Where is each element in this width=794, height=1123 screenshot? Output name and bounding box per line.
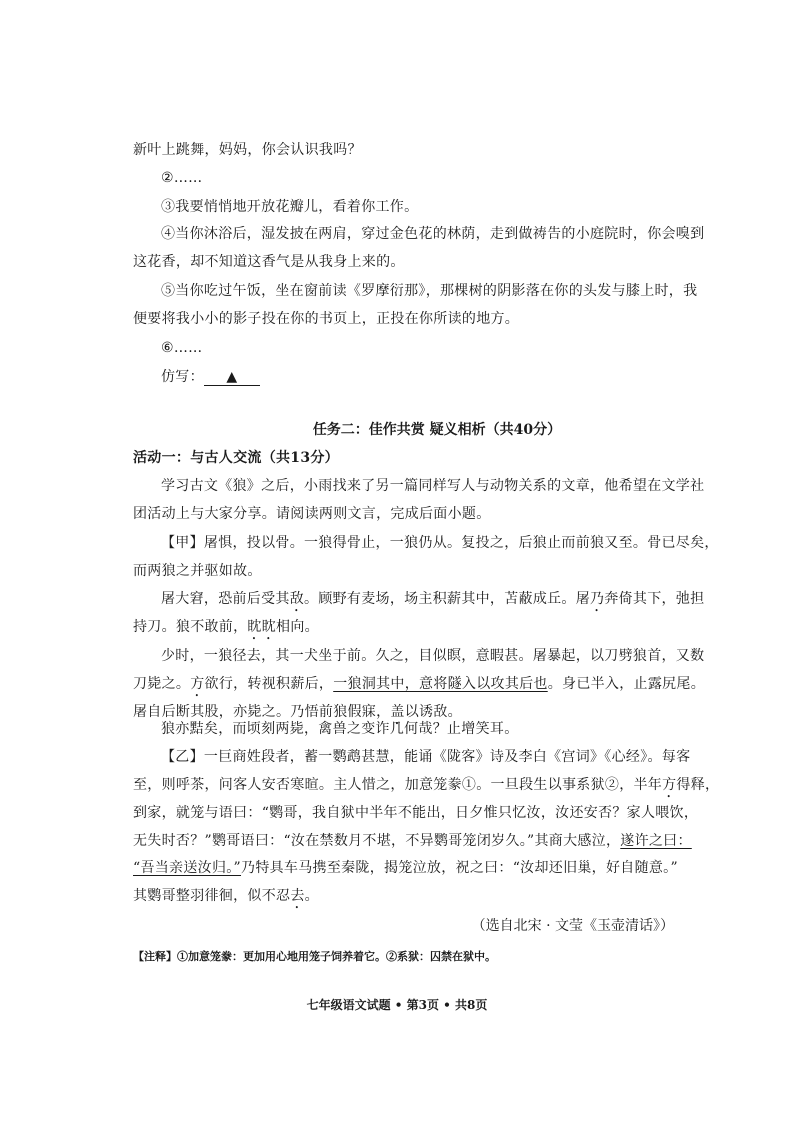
- poem-line-4: ④当你沐浴后，湿发披在两肩，穿过金色花的林荫，走到做祷告的小庭院时，你会嗅到: [161, 226, 705, 242]
- jia-line-4: [133, 617, 319, 643]
- jia-text: 以诱敌。: [404, 704, 462, 720]
- yi-line-5: [133, 858, 678, 878]
- yi-dotted-word: 方: [662, 777, 677, 793]
- jia-text: 相向。: [276, 619, 319, 635]
- poem-line-3: ③我要悄悄地开放花瓣儿，看着你工作。: [161, 199, 419, 215]
- yi-dotted-word: 去: [290, 888, 305, 904]
- imitate-row: [161, 367, 260, 387]
- yi-text: 无失时否？”鹦哥语曰：“汝在禁数月不堪，不异鹦哥笼闭岁久。”其商大感泣，: [133, 833, 621, 849]
- jia-line-5: 少时，一狼径去，其一犬坐于前。久之，目似瞑，意暇甚。屠暴起，以刀劈狼首，又数: [161, 648, 705, 664]
- jia-text: 持刀。狼不敢前，: [133, 619, 248, 635]
- poem-line-7: 便要将我小小的影子投在你的书页上，正投在你所读的地方。: [133, 311, 520, 327]
- intro-line-1: 学习古文《狼》之后，小雨找来了另一篇同样写人与动物关系的文章，他希望在文学社: [161, 478, 705, 494]
- jia-line-3: [161, 589, 704, 615]
- intro-line-2: 团活动上与大家分享。请阅读两则文言，完成后面小题。: [133, 506, 491, 522]
- yi-line-1: 【乙】一巨商姓段者，蓄一鹦鹉甚慧，能诵《陇客》诗及李白《宫词》《心经》。每客: [161, 749, 691, 765]
- yi-line-4: [133, 831, 692, 851]
- yi-underlined-sentence: “吾当亲送汝归。”: [133, 860, 242, 876]
- jia-text: 。顾野有麦场，场主积薪其中，苫蔽成丘。屠: [304, 591, 591, 607]
- poem-line-2: ②……: [161, 170, 203, 186]
- poem-line-6: ⑤当你吃过午饭，坐在窗前读《罗摩衍那》，那棵树的阴影落在你的头发与膝上时，我: [161, 283, 698, 299]
- yi-line-2: [133, 775, 719, 801]
- jia-text: 屠大窘，恐前后受其: [161, 591, 290, 607]
- source-citation: （选自北宋 · 文莹《玉壶清话》）: [471, 918, 674, 934]
- poem-line-5: 这花香，却不知道这香气是从我身上来的。: [133, 254, 405, 270]
- jia-dotted-word: 敌: [289, 591, 305, 607]
- yi-underlined-sentence: 遂许之曰：: [620, 833, 692, 849]
- jia-text: 刀毙之。: [133, 676, 191, 692]
- yi-text: 。: [304, 888, 319, 904]
- activity-one-heading: 活动一：与古人交流（共13分）: [133, 450, 339, 466]
- jia-line-8: 狼亦黠矣，而顷刻两毙，禽兽之变诈几何哉？止增笑耳。: [161, 721, 519, 737]
- imitate-answer-blank[interactable]: ▲: [204, 369, 260, 386]
- poem-line-1: 新叶上跳舞，妈妈，你会认识我吗？: [133, 142, 362, 158]
- yi-line-6: [133, 886, 319, 912]
- jia-text: 屠自后断其股，亦毙之。乃悟前狼假寐，: [133, 704, 391, 720]
- jia-line-1: 【甲】屠惧，投以骨。一狼得骨止，一狼仍从。复投之，后狼止而前狼又至。骨已尽矣，: [161, 535, 719, 551]
- jia-dotted-word: 眈眈: [247, 619, 277, 635]
- imitate-label: 仿写：: [161, 369, 204, 385]
- yi-text: 乃特具车马携至秦陇，揭笼泣放，祝之曰：“汝却还旧巢，好自随意。”: [241, 860, 678, 876]
- jia-text: 欲行，转视积薪后，: [204, 676, 334, 692]
- page-footer: 七年级语文试题 • 第3页 • 共8页: [306, 998, 488, 1012]
- yi-text: 至，则呼茶，问客人安否寒暄。主人惜之，加意笼豢①。一旦段生以事系狱②，半年: [133, 777, 663, 793]
- jia-text: 奔倚其下，弛担: [604, 591, 705, 607]
- jia-dotted-word: 盖: [390, 704, 405, 720]
- yi-text: 其鹦哥整羽徘徊，似不忍: [133, 888, 291, 904]
- poem-line-8: ⑥……: [161, 340, 203, 356]
- yi-text: 得释，: [676, 777, 720, 793]
- yi-line-3: 到家，就笼与语曰：“鹦哥，我自狱中半年不能出，日夕惟只忆汝，汝还安否？家人喂饮，: [133, 805, 699, 821]
- jia-text: 。身已半入，止露尻尾。: [547, 676, 706, 692]
- jia-dotted-word: 乃: [590, 591, 605, 607]
- jia-line-2: 而两狼之并驱如故。: [133, 563, 262, 579]
- jia-line-6: [133, 674, 705, 700]
- task-two-title: 任务二：佳作共赏 疑义相析（共40分）: [312, 422, 562, 438]
- annotation-note: 【注释】①加意笼豢：更加用心地用笼子饲养着它。②系狱：囚禁在狱中。: [133, 950, 496, 963]
- jia-dotted-word: 方: [190, 676, 205, 692]
- jia-underlined-sentence: 一狼洞其中，意将隧入以攻其后也: [333, 676, 548, 692]
